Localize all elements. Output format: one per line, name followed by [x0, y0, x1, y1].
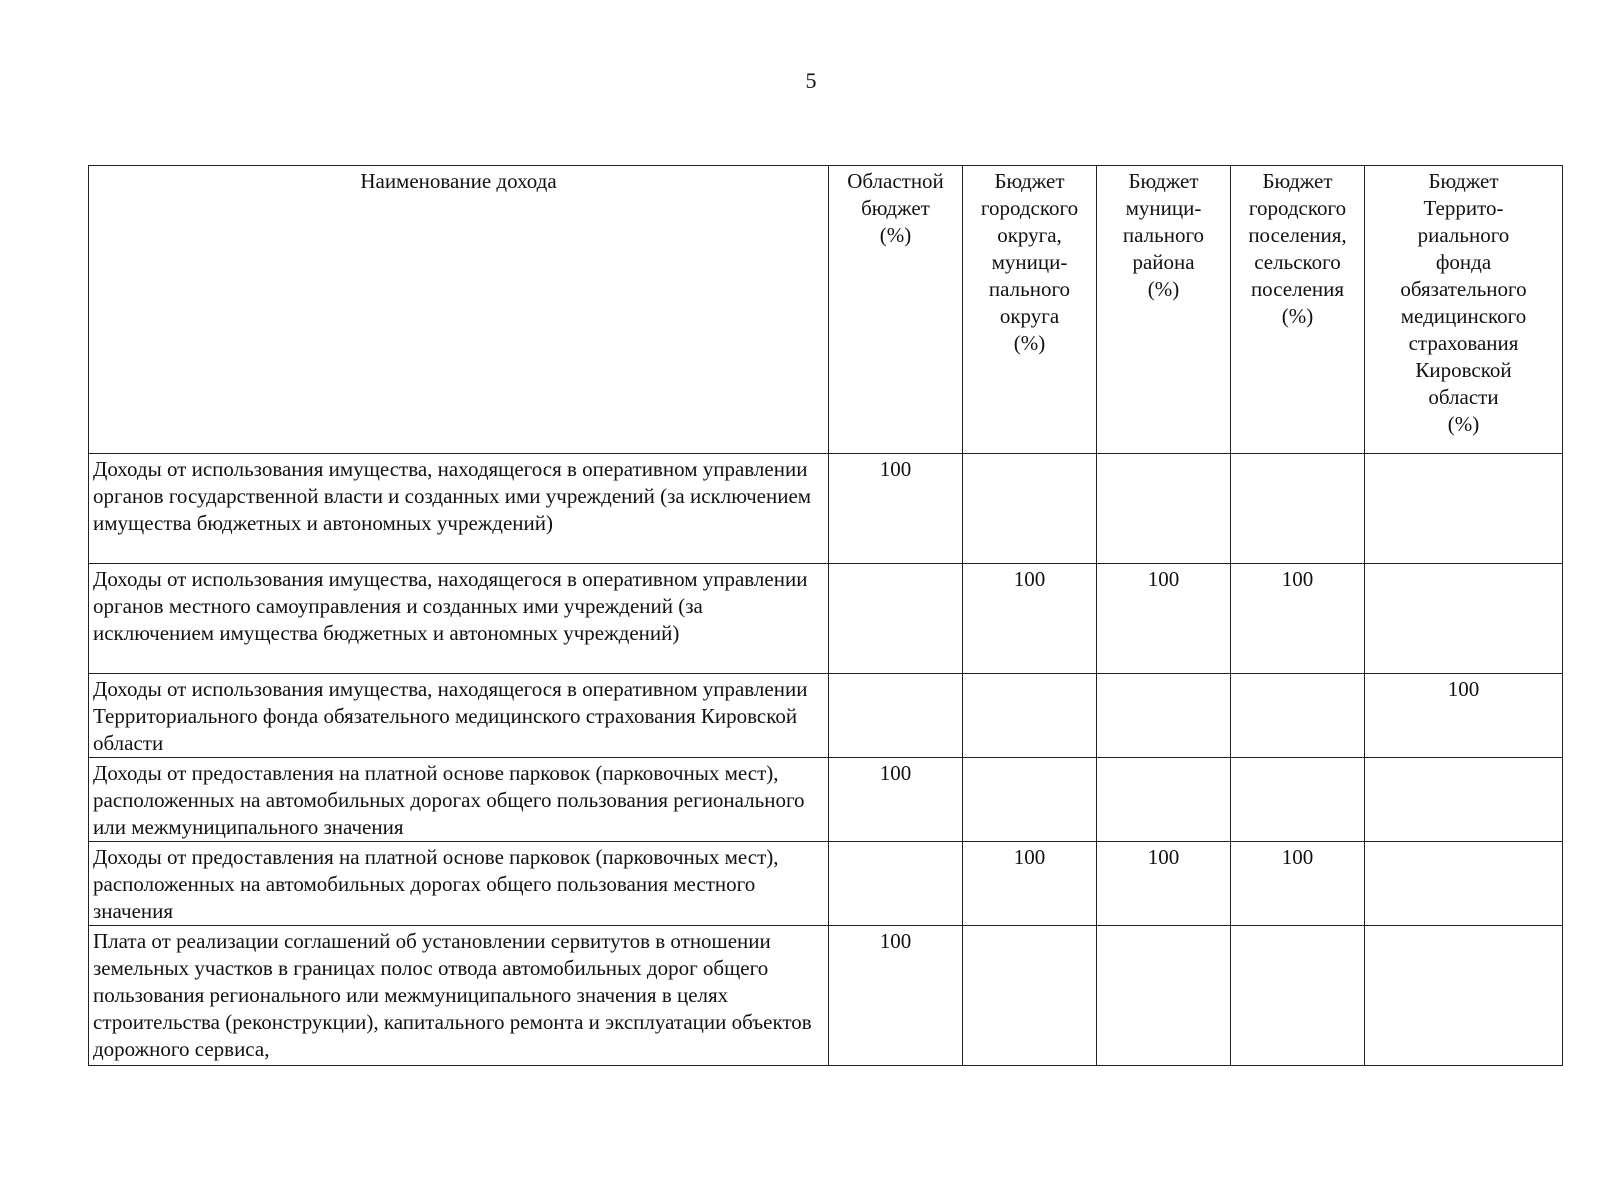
value-cell: 100 [1097, 842, 1231, 926]
table-row [89, 454, 1563, 564]
value-cell [1365, 926, 1563, 1066]
page-number: 5 [805, 68, 817, 93]
table-row [89, 926, 1563, 1066]
value-cell [1365, 842, 1563, 926]
table-row [89, 758, 1563, 842]
header-income-name: Наименование дохода [89, 166, 829, 454]
value-cell [963, 758, 1097, 842]
value-cell [1231, 454, 1365, 564]
header-settlement-budget: Бюджет городского поселения, сельского поселения (%) [1231, 166, 1365, 454]
value-cell [1231, 758, 1365, 842]
header-regional-budget: Областной бюджет (%) [829, 166, 963, 454]
income-name-cell: Доходы от использования имущества, находящегося в оперативном управлении Территориального фонда обязательного медицинского страхования Кировской области [89, 674, 829, 758]
value-cell [1365, 454, 1563, 564]
income-name-cell: Плата от реализации соглашений об установлении сервитутов в отношении земельных участков в границах полос отвода автомобильных дорог общего пользования регионального или межмуниципального значения в целях строительства (реконструкции), капитального ремонта и эксплуатации объектов дорожного сервиса, [89, 926, 829, 1066]
value-cell [1231, 674, 1365, 758]
value-cell [829, 564, 963, 674]
income-name-cell: Доходы от использования имущества, находящегося в оперативном управлении органов государственной власти и созданных ими учреждений (за исключением имущества бюджетных и автономных учреждений) [89, 454, 829, 564]
value-cell: 100 [829, 454, 963, 564]
value-cell: 100 [963, 842, 1097, 926]
value-cell [963, 926, 1097, 1066]
value-cell [1231, 926, 1365, 1066]
value-cell: 100 [1231, 564, 1365, 674]
value-cell: 100 [829, 758, 963, 842]
income-name-cell: Доходы от предоставления на платной основе парковок (парковочных мест), расположенных на автомобильных дорогах общего пользования местного значения [89, 842, 829, 926]
value-cell [1365, 564, 1563, 674]
value-cell: 100 [1231, 842, 1365, 926]
value-cell: 100 [829, 926, 963, 1066]
value-cell [1097, 454, 1231, 564]
income-name-cell: Доходы от использования имущества, находящегося в оперативном управлении органов местного самоуправления и созданных ими учреждений (за исключением имущества бюджетных и автономных учреждений) [89, 564, 829, 674]
table-row [89, 842, 1563, 926]
income-name-cell: Доходы от предоставления на платной основе парковок (парковочных мест), расположенных на автомобильных дорогах общего пользования регионального или межмуниципального значения [89, 758, 829, 842]
value-cell: 100 [963, 564, 1097, 674]
value-cell [1365, 758, 1563, 842]
value-cell [829, 674, 963, 758]
header-city-district-budget: Бюджет городского округа, муници- пального округа (%) [963, 166, 1097, 454]
header-municipal-district-budget: Бюджет муници- пального района (%) [1097, 166, 1231, 454]
table-row [89, 674, 1563, 758]
value-cell [963, 454, 1097, 564]
value-cell: 100 [1097, 564, 1231, 674]
value-cell [1097, 758, 1231, 842]
header-health-fund-budget: Бюджет Террито- риального фонда обязательного медицинского страхования Кировской области (%) [1365, 166, 1563, 454]
value-cell [963, 674, 1097, 758]
income-distribution-table [88, 165, 1563, 1066]
value-cell [1097, 926, 1231, 1066]
value-cell: 100 [1365, 674, 1563, 758]
value-cell [829, 842, 963, 926]
table-row [89, 564, 1563, 674]
value-cell [1097, 674, 1231, 758]
table-header-row [89, 166, 1563, 454]
